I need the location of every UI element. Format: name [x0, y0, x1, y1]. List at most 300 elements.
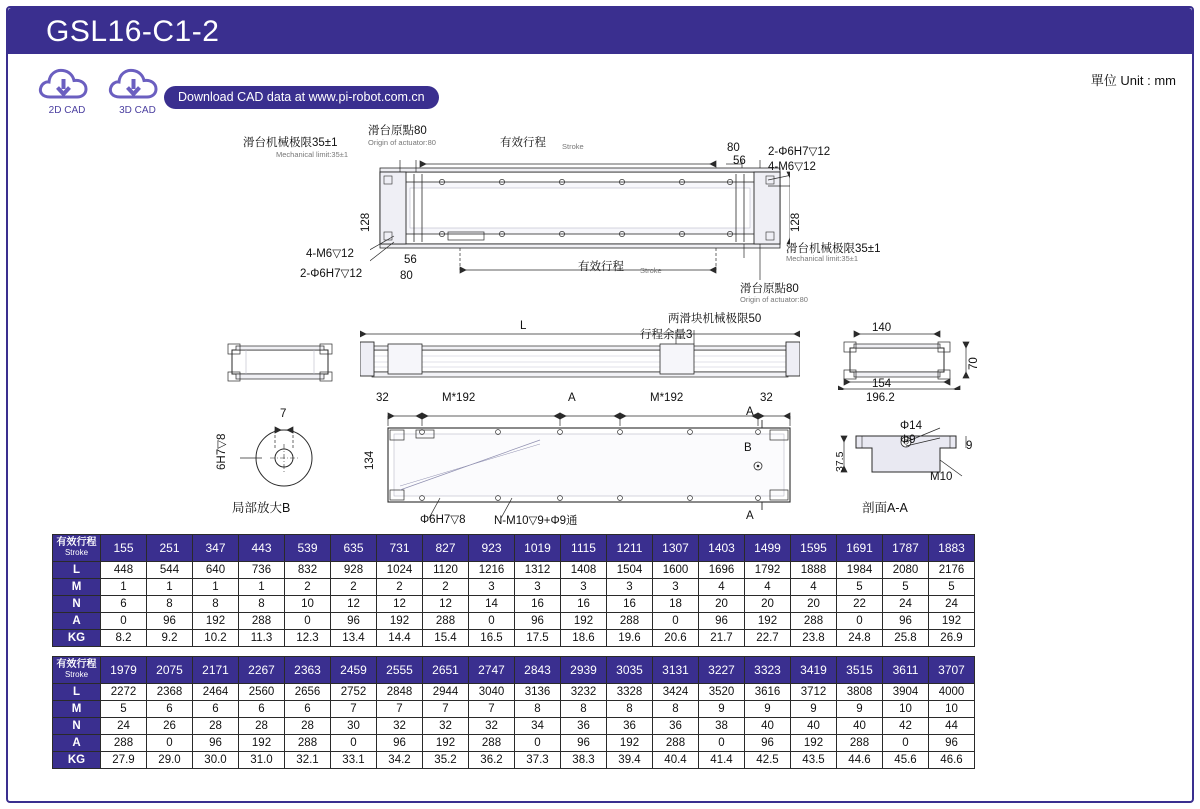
- table-row: [53, 735, 975, 752]
- table-cell: 96: [515, 613, 561, 630]
- table-cell: 1: [193, 579, 239, 596]
- label-origin-right-en: Origin of actuator:80: [740, 295, 808, 304]
- label-stroke-top: 有效行程: [500, 137, 546, 149]
- cad-2d-label: 2D CAD: [48, 105, 86, 116]
- table-cell: 21.7: [699, 630, 745, 647]
- table-cell: 1120: [423, 562, 469, 579]
- table-cell: 8: [147, 596, 193, 613]
- label-dim-7: 7: [280, 408, 287, 420]
- table-cell: 96: [331, 613, 377, 630]
- table-cell: 0: [469, 613, 515, 630]
- label-pitch-right: M*192: [650, 392, 684, 404]
- table-cell: 8: [515, 701, 561, 718]
- table-cell: 15.4: [423, 630, 469, 647]
- table-cell: 12: [331, 596, 377, 613]
- table-cell: 44.6: [837, 752, 883, 769]
- table-cell: 96: [561, 735, 607, 752]
- table-cell: 25.8: [883, 630, 929, 647]
- table-cell: 3904: [883, 684, 929, 701]
- table-cell: 2176: [929, 562, 975, 579]
- table-cell: 8: [193, 596, 239, 613]
- table-cell: 5: [929, 579, 975, 596]
- table-cell: 640: [193, 562, 239, 579]
- table-cell: 2944: [423, 684, 469, 701]
- table-cell: 46.6: [929, 752, 975, 769]
- cad-3d-label: 3D CAD: [119, 105, 156, 116]
- table-cell: 33.1: [331, 752, 377, 769]
- table-cell: 28: [285, 718, 331, 735]
- cad-download-group: [36, 64, 168, 116]
- table-cell: 288: [101, 735, 147, 752]
- label-A-bottom: A: [746, 510, 754, 522]
- stroke-header-en: Stroke: [64, 670, 89, 679]
- label-pitch-left: M*192: [442, 392, 476, 404]
- table-row: [53, 579, 975, 596]
- table-cell: 192: [561, 613, 607, 630]
- table-row: [53, 684, 975, 701]
- label-origin-left: 滑台原點80: [368, 125, 427, 137]
- label-hole-2-phi6h7-left: 2-Φ6H7▽12: [300, 268, 363, 280]
- table-header-cell: 923: [469, 535, 515, 562]
- table-cell: 31.0: [239, 752, 285, 769]
- table-cell: 0: [515, 735, 561, 752]
- table-cell: 40: [837, 718, 883, 735]
- table-cell: 2752: [331, 684, 377, 701]
- label-dim-196-2: 196.2: [866, 392, 895, 404]
- table-cell: 3424: [653, 684, 699, 701]
- table-cell: 19.6: [607, 630, 653, 647]
- table-cell: 288: [791, 613, 837, 630]
- table-cell: 34.2: [377, 752, 423, 769]
- table-row-header-kg: KG: [53, 752, 101, 769]
- label-dim-70: 70: [968, 357, 980, 370]
- table-cell: 5: [883, 579, 929, 596]
- table-cell: 24: [883, 596, 929, 613]
- table-cell: 2: [285, 579, 331, 596]
- label-hole-2-phi6h7: 2-Φ6H7▽12: [768, 146, 831, 158]
- label-stroke-margin: 行程余量3: [640, 329, 693, 341]
- table-cell: 0: [883, 735, 929, 752]
- table-row: [53, 562, 975, 579]
- table-cell: 20: [745, 596, 791, 613]
- table-cell: 0: [101, 613, 147, 630]
- table-row-header-l: L: [53, 562, 101, 579]
- table-cell: 0: [653, 613, 699, 630]
- table-header-cell: 2363: [285, 657, 331, 684]
- label-stroke-bottom: 有效行程: [578, 261, 624, 273]
- table-cell: 10: [883, 701, 929, 718]
- table-cell: 288: [239, 613, 285, 630]
- table-header-row: [53, 657, 975, 684]
- table-cell: 12: [377, 596, 423, 613]
- table-header-cell: 2459: [331, 657, 377, 684]
- table-cell: 288: [607, 613, 653, 630]
- table-header-cell: 3515: [837, 657, 883, 684]
- table-cell: 832: [285, 562, 331, 579]
- table-row-header-a: A: [53, 613, 101, 630]
- table-header-cell: 3707: [929, 657, 975, 684]
- table-row: [53, 630, 975, 647]
- table-cell: 30: [331, 718, 377, 735]
- download-cad-button[interactable]: Download CAD data at www.pi-robot.com.cn: [164, 86, 439, 109]
- table-cell: 5: [837, 579, 883, 596]
- table-cell: 44: [929, 718, 975, 735]
- label-phi-9: Φ9: [900, 434, 916, 446]
- label-sect-9: 9: [966, 440, 973, 452]
- table-cell: 0: [837, 613, 883, 630]
- label-dim-32-right: 32: [760, 392, 773, 404]
- table-cell: 9: [837, 701, 883, 718]
- table-cell: 3136: [515, 684, 561, 701]
- label-hole-6h7: 6H7▽8: [216, 433, 228, 470]
- table-cell: 0: [285, 613, 331, 630]
- table-cell: 192: [791, 735, 837, 752]
- label-dim-56-top: 56: [733, 155, 746, 167]
- label-mech-limit-right: 滑台机械极限35±1: [786, 243, 881, 255]
- table-cell: 27.9: [101, 752, 147, 769]
- table-cell: 32: [377, 718, 423, 735]
- table-cell: 192: [423, 735, 469, 752]
- table-cell: 0: [331, 735, 377, 752]
- label-stroke-bottom-en: Stroke: [640, 266, 662, 275]
- table-row: [53, 718, 975, 735]
- label-dim-32-left: 32: [376, 392, 389, 404]
- table-cell: 96: [193, 735, 239, 752]
- table-header-cell: 2267: [239, 657, 285, 684]
- table-row: [53, 613, 975, 630]
- table-cell: 6: [239, 701, 285, 718]
- label-hole-4-m6-left: 4-M6▽12: [306, 248, 354, 260]
- table-cell: 288: [837, 735, 883, 752]
- table-cell: 96: [699, 613, 745, 630]
- cad-3d-button[interactable]: [106, 64, 168, 116]
- table-row-header-stroke: [53, 657, 101, 684]
- table-cell: 23.8: [791, 630, 837, 647]
- table-cell: 3: [469, 579, 515, 596]
- table-header-cell: 155: [101, 535, 147, 562]
- table-cell: 8: [607, 701, 653, 718]
- table-header-cell: 1019: [515, 535, 561, 562]
- label-length-L: L: [520, 320, 527, 332]
- table-header-cell: 2075: [147, 657, 193, 684]
- table-header-cell: 2555: [377, 657, 423, 684]
- table-cell: 7: [423, 701, 469, 718]
- table-cell: 6: [147, 701, 193, 718]
- label-mech-limit-right-en: Mechanical limit:35±1: [786, 254, 859, 263]
- table-cell: 736: [239, 562, 285, 579]
- table-header-cell: 3035: [607, 657, 653, 684]
- label-phi-14: Φ14: [900, 420, 922, 432]
- table-cell: 1504: [607, 562, 653, 579]
- table-cell: 7: [469, 701, 515, 718]
- table-cell: 96: [929, 735, 975, 752]
- table-cell: 7: [331, 701, 377, 718]
- table-cell: 192: [193, 613, 239, 630]
- table-header-cell: 3419: [791, 657, 837, 684]
- table-header-cell: 1307: [653, 535, 699, 562]
- table-cell: 96: [377, 735, 423, 752]
- label-section-aa: 剖面A-A: [862, 501, 908, 515]
- page-title: GSL16-C1-2: [46, 15, 220, 48]
- table-header-cell: 1403: [699, 535, 745, 562]
- table-cell: 35.2: [423, 752, 469, 769]
- table-cell: 24.8: [837, 630, 883, 647]
- table-row-header-m: M: [53, 701, 101, 718]
- table-row: [53, 701, 975, 718]
- table-cell: 1408: [561, 562, 607, 579]
- table-header-cell: 2651: [423, 657, 469, 684]
- table-cell: 448: [101, 562, 147, 579]
- label-A-right: A: [746, 406, 754, 418]
- table-header-cell: 1211: [607, 535, 653, 562]
- table-cell: 32.1: [285, 752, 331, 769]
- table-cell: 2656: [285, 684, 331, 701]
- label-dim-80-top: 80: [727, 142, 740, 154]
- table-cell: 42: [883, 718, 929, 735]
- table-cell: 192: [377, 613, 423, 630]
- front-view-drawing: [360, 330, 800, 386]
- table-cell: 2368: [147, 684, 193, 701]
- table-cell: 22: [837, 596, 883, 613]
- table-header-cell: 443: [239, 535, 285, 562]
- table-cell: 8: [239, 596, 285, 613]
- table-cell: 28: [193, 718, 239, 735]
- table-header-cell: 731: [377, 535, 423, 562]
- label-dim-140: 140: [872, 322, 892, 334]
- table-header-cell: 1115: [561, 535, 607, 562]
- end-view-right-drawing: [838, 330, 978, 390]
- table-row-header-n: N: [53, 718, 101, 735]
- plan-view-drawing: [380, 398, 800, 518]
- table-cell: 2: [423, 579, 469, 596]
- table-header-cell: 347: [193, 535, 239, 562]
- table-cell: 8: [653, 701, 699, 718]
- label-A-top: A: [568, 392, 576, 404]
- table-cell: 38.3: [561, 752, 607, 769]
- table-cell: 2560: [239, 684, 285, 701]
- table-cell: 1792: [745, 562, 791, 579]
- table-cell: 3520: [699, 684, 745, 701]
- table-cell: 36: [653, 718, 699, 735]
- table-header-cell: 1979: [101, 657, 147, 684]
- table-row-header-m: M: [53, 579, 101, 596]
- table-header-cell: 1883: [929, 535, 975, 562]
- table-header-cell: 539: [285, 535, 331, 562]
- table-cell: 20: [699, 596, 745, 613]
- table-cell: 192: [745, 613, 791, 630]
- table-cell: 928: [331, 562, 377, 579]
- table-cell: 12: [423, 596, 469, 613]
- table-row-header-a: A: [53, 735, 101, 752]
- table-cell: 3: [515, 579, 561, 596]
- table-header-cell: 3323: [745, 657, 791, 684]
- table-cell: 3: [561, 579, 607, 596]
- table-cell: 43.5: [791, 752, 837, 769]
- table-cell: 6: [101, 596, 147, 613]
- table-cell: 40.4: [653, 752, 699, 769]
- table-cell: 1888: [791, 562, 837, 579]
- title-bar: [8, 8, 1192, 54]
- table-cell: 10: [285, 596, 331, 613]
- table-cell: 3712: [791, 684, 837, 701]
- table-cell: 22.7: [745, 630, 791, 647]
- spec-table-1: [52, 534, 975, 647]
- label-stroke-top-en: Stroke: [562, 142, 584, 151]
- table-cell: 192: [607, 735, 653, 752]
- label-dim-128-left: 128: [360, 212, 372, 232]
- table-cell: 96: [147, 613, 193, 630]
- table-cell: 32: [423, 718, 469, 735]
- table-cell: 8.2: [101, 630, 147, 647]
- table-cell: 3040: [469, 684, 515, 701]
- table-row: [53, 752, 975, 769]
- table-cell: 2: [377, 579, 423, 596]
- table-row-header-stroke: [53, 535, 101, 562]
- table-cell: 12.3: [285, 630, 331, 647]
- table-cell: 288: [469, 735, 515, 752]
- table-cell: 37.3: [515, 752, 561, 769]
- table-cell: 4: [745, 579, 791, 596]
- label-dim-56-bottom: 56: [404, 254, 417, 266]
- table-cell: 24: [929, 596, 975, 613]
- label-hole-4-m6: 4-M6▽12: [768, 161, 816, 173]
- table-cell: 3232: [561, 684, 607, 701]
- table-cell: 0: [699, 735, 745, 752]
- table-cell: 5: [101, 701, 147, 718]
- table-cell: 24: [101, 718, 147, 735]
- table-cell: 2464: [193, 684, 239, 701]
- detail-b-drawing: [232, 400, 342, 500]
- label-hole-n-m10: N-M10▽9+Φ9通: [494, 515, 578, 527]
- table-cell: 3: [607, 579, 653, 596]
- table-cell: 16.5: [469, 630, 515, 647]
- table-header-cell: 1595: [791, 535, 837, 562]
- table-cell: 192: [929, 613, 975, 630]
- table-cell: 3: [653, 579, 699, 596]
- table-cell: 8: [561, 701, 607, 718]
- table-cell: 288: [285, 735, 331, 752]
- table-cell: 6: [193, 701, 239, 718]
- table-cell: 26.9: [929, 630, 975, 647]
- table-row: [53, 596, 975, 613]
- table-cell: 32: [469, 718, 515, 735]
- table-cell: 18: [653, 596, 699, 613]
- table-row-header-n: N: [53, 596, 101, 613]
- stroke-header-en: Stroke: [64, 548, 89, 557]
- section-aa-drawing: [836, 420, 976, 500]
- label-mech-limit-left: 滑台机械极限35±1: [243, 137, 338, 149]
- table-header-cell: 2843: [515, 657, 561, 684]
- table-cell: 9: [791, 701, 837, 718]
- table-cell: 39.4: [607, 752, 653, 769]
- table-cell: 17.5: [515, 630, 561, 647]
- table-cell: 2080: [883, 562, 929, 579]
- table-cell: 42.5: [745, 752, 791, 769]
- table-cell: 30.0: [193, 752, 239, 769]
- label-dim-80-bottom: 80: [400, 270, 413, 282]
- table-cell: 9.2: [147, 630, 193, 647]
- label-hole-phi6h7-8: Φ6H7▽8: [420, 514, 466, 526]
- table-cell: 41.4: [699, 752, 745, 769]
- table-cell: 1312: [515, 562, 561, 579]
- table-header-cell: 1691: [837, 535, 883, 562]
- table-cell: 34: [515, 718, 561, 735]
- table-cell: 9: [699, 701, 745, 718]
- table-cell: 1: [147, 579, 193, 596]
- table-cell: 36.2: [469, 752, 515, 769]
- table-cell: 16: [561, 596, 607, 613]
- table-cell: 3616: [745, 684, 791, 701]
- label-detail-b: 局部放大B: [232, 501, 291, 515]
- table-cell: 4: [791, 579, 837, 596]
- label-mech-limit-left-en: Mechanical limit:35±1: [276, 150, 349, 159]
- table-header-cell: 1787: [883, 535, 929, 562]
- table-cell: 10: [929, 701, 975, 718]
- label-dim-134: 134: [364, 450, 376, 470]
- table-cell: 29.0: [147, 752, 193, 769]
- table-cell: 16: [515, 596, 561, 613]
- table-cell: 14: [469, 596, 515, 613]
- table-cell: 4: [699, 579, 745, 596]
- table-cell: 2272: [101, 684, 147, 701]
- table-cell: 40: [745, 718, 791, 735]
- cloud-download-icon: [36, 64, 98, 106]
- table-cell: 7: [377, 701, 423, 718]
- table-cell: 38: [699, 718, 745, 735]
- table-cell: 16: [607, 596, 653, 613]
- cad-2d-button[interactable]: [36, 64, 98, 116]
- table-header-cell: 827: [423, 535, 469, 562]
- table-cell: 28: [239, 718, 285, 735]
- table-cell: 40: [791, 718, 837, 735]
- table-cell: 3808: [837, 684, 883, 701]
- table-row-header-kg: KG: [53, 630, 101, 647]
- table-cell: 0: [147, 735, 193, 752]
- table-header-cell: 1499: [745, 535, 791, 562]
- table-cell: 1: [101, 579, 147, 596]
- table-row-header-l: L: [53, 684, 101, 701]
- table-cell: 96: [883, 613, 929, 630]
- table-cell: 6: [285, 701, 331, 718]
- unit-label: 單位 Unit : mm: [1090, 73, 1176, 88]
- label-dim-154: 154: [872, 378, 892, 390]
- spec-table-2: [52, 656, 975, 769]
- label-B-right: B: [744, 442, 752, 454]
- table-cell: 2848: [377, 684, 423, 701]
- table-cell: 20.6: [653, 630, 699, 647]
- table-cell: 544: [147, 562, 193, 579]
- end-view-left-drawing: [226, 340, 336, 386]
- table-cell: 1216: [469, 562, 515, 579]
- table-cell: 192: [239, 735, 285, 752]
- table-header-cell: 2171: [193, 657, 239, 684]
- table-cell: 4000: [929, 684, 975, 701]
- table-cell: 26: [147, 718, 193, 735]
- table-cell: 14.4: [377, 630, 423, 647]
- table-cell: 1600: [653, 562, 699, 579]
- table-cell: 2: [331, 579, 377, 596]
- table-header-cell: 251: [147, 535, 193, 562]
- table-header-cell: 3611: [883, 657, 929, 684]
- table-cell: 3328: [607, 684, 653, 701]
- label-origin-left-en: Origin of actuator:80: [368, 138, 436, 147]
- table-cell: 96: [745, 735, 791, 752]
- table-header-cell: 2939: [561, 657, 607, 684]
- table-cell: 1024: [377, 562, 423, 579]
- label-two-block-limit: 两滑块机械极限50: [668, 313, 762, 325]
- table-cell: 36: [561, 718, 607, 735]
- stroke-header-cn: 有效行程: [56, 537, 97, 548]
